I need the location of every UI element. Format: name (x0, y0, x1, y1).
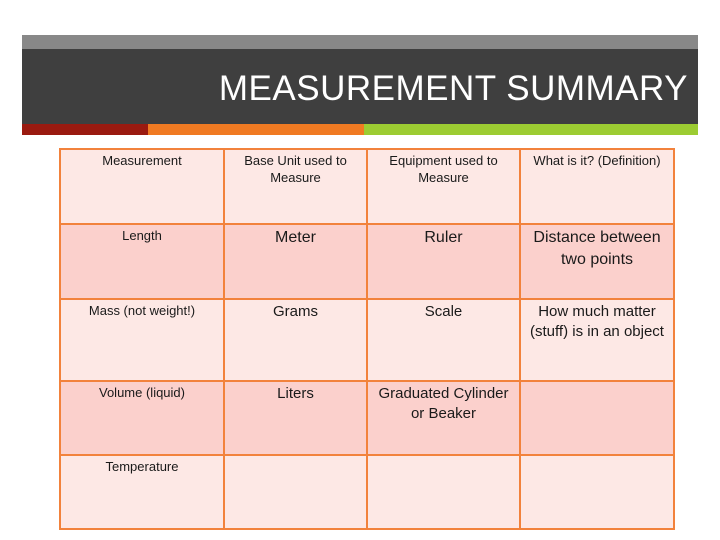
top-gray-bar (22, 35, 698, 49)
cell-base-unit: Liters (224, 381, 367, 455)
cell-definition (520, 455, 674, 529)
stripe-red (22, 124, 148, 135)
slide-title: MEASUREMENT SUMMARY (218, 69, 688, 108)
header-measurement: Measurement (60, 149, 224, 224)
measurement-summary-table (59, 148, 675, 530)
table-row (60, 381, 674, 455)
table-row (60, 224, 674, 299)
cell-measurement: Length (60, 224, 224, 299)
cell-equipment: Scale (367, 299, 520, 381)
table-header-row (60, 149, 674, 224)
cell-measurement: Mass (not weight!) (60, 299, 224, 381)
cell-measurement: Volume (liquid) (60, 381, 224, 455)
accent-stripes (22, 124, 698, 135)
table-row (60, 299, 674, 381)
cell-definition (520, 381, 674, 455)
cell-base-unit: Meter (224, 224, 367, 299)
cell-equipment (367, 455, 520, 529)
cell-equipment: Ruler (367, 224, 520, 299)
cell-definition: How much matter (stuff) is in an object (520, 299, 674, 381)
header-base-unit: Base Unit used to Measure (224, 149, 367, 224)
stripe-orange (148, 124, 364, 135)
table-row (60, 455, 674, 529)
header-definition: What is it? (Definition) (520, 149, 674, 224)
cell-base-unit: Grams (224, 299, 367, 381)
cell-definition: Distance between two points (520, 224, 674, 299)
header-equipment: Equipment used to Measure (367, 149, 520, 224)
cell-measurement: Temperature (60, 455, 224, 529)
cell-base-unit (224, 455, 367, 529)
cell-equipment: Graduated Cylinder or Beaker (367, 381, 520, 455)
stripe-green (364, 124, 698, 135)
title-band (22, 49, 698, 124)
